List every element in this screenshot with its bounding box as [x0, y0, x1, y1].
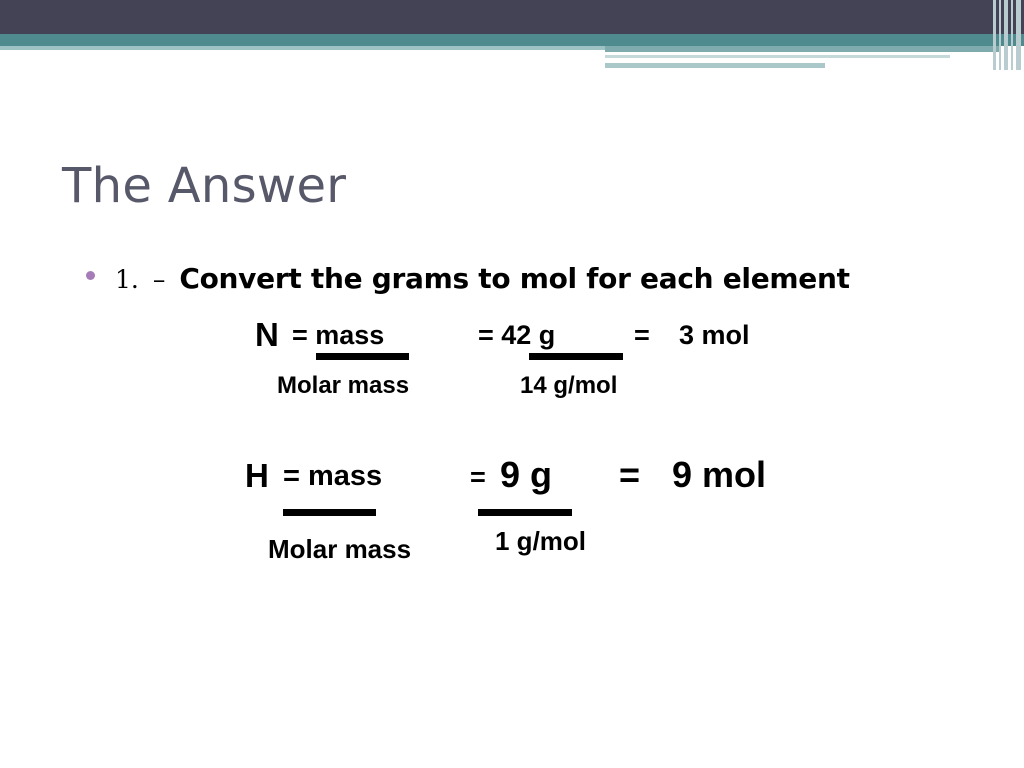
nitrogen-fraction-bar-1 [316, 353, 409, 360]
nitrogen-mass-value: = 42 g [478, 320, 556, 350]
nitrogen-molar-mass-value: 14 g/mol [520, 372, 618, 399]
hydrogen-result: 9 mol [672, 454, 767, 495]
nitrogen-molar-mass-label: Molar mass [277, 372, 410, 399]
header-band-thin [0, 46, 605, 50]
nitrogen-fraction-bar-2 [529, 353, 623, 360]
header-band-accent [605, 46, 1000, 52]
hydrogen-molar-mass-value: 1 g/mol [495, 526, 587, 556]
bullet-dot-icon [86, 271, 95, 280]
hydrogen-fraction-bar-2 [478, 509, 572, 516]
bullet-item [86, 262, 850, 295]
header-stripes [993, 0, 1024, 70]
bullet-text: Convert the grams to mol for each element [179, 262, 850, 295]
hydrogen-equals: = [619, 454, 641, 495]
nitrogen-symbol: N [255, 316, 279, 353]
hydrogen-molar-mass-label: Molar mass [268, 534, 412, 564]
hydrogen-symbol: H [245, 457, 269, 494]
header-band-accent-light [605, 55, 950, 58]
bullet-number: 1. [115, 265, 139, 294]
nitrogen-result: 3 mol [679, 320, 750, 350]
hydrogen-mass-label: = mass [283, 460, 383, 492]
hydrogen-mass-value: 9 g [500, 454, 553, 495]
header-band-accent-short [605, 63, 825, 68]
nitrogen-equals: = [634, 320, 650, 350]
bullet-dash: – [152, 265, 166, 294]
nitrogen-mass-label: = mass [292, 320, 385, 350]
slide-title: The Answer [62, 158, 347, 214]
header-band-teal [0, 34, 1024, 46]
hydrogen-fraction-bar-1 [283, 509, 376, 516]
header-band-dark [0, 0, 1024, 34]
hydrogen-equals-small: = [470, 462, 486, 492]
